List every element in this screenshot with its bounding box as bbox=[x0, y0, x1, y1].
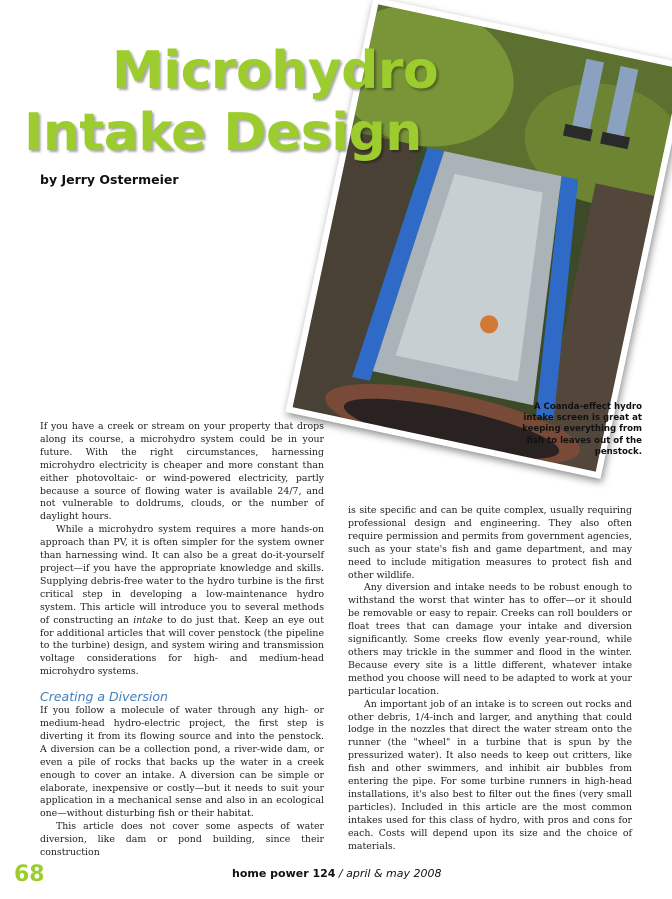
byline: by Jerry Ostermeier bbox=[40, 172, 179, 187]
body-column-right bbox=[348, 505, 632, 853]
paragraph-intro: If you have a creek or stream on your property that drops along its course, a microhydro system could be in your future. With the right circumstances, harnessing microhydro electricity is cheaper and more constant than either photovoltaic- or wind-powered electricity, partly because a source of flowing water is available 24/7, and not vulnerable to doldrums, clouds, or the number of daylight hours. bbox=[40, 421, 324, 523]
paragraph-screening-text-a: An important job of an intake is to screen out rocks and other debris, bbox=[348, 698, 632, 723]
footer-separator: / bbox=[335, 867, 347, 880]
paragraph-permits: is site specific and can be quite complex, usually requiring professional design and engineering. They also often require permission and permits from government agencies, such as your state's fish and game department, and may need to include mitigation measures to protect fish and other wildlife. bbox=[348, 505, 632, 581]
paragraph-approach-text-b: to do just that. Keep an eye out for additional articles that will cover penstock (the pipeline to the turbine) design, and system wiring and transmission voltage considerations for high- and medium-head microhydro systems. bbox=[40, 614, 324, 678]
paragraph-diversion: If you follow a molecule of water through any high- or medium-head hydro-electric project, the first step is diverting it from its flowing source and into the penstock. A diversion can be a collection pond, a river-wide dam, or even a pile of rocks that backs up the water in a creek enough to cover an intake. A diversion can be simple or elaborate, inexpensive or costly—but it needs to suit your application in a mechanical sense and also in an ecological one—without disturbing fish or their habitat. bbox=[40, 705, 324, 820]
title-line-2: Intake Design bbox=[24, 103, 422, 163]
paragraph-screening-text-b: -inch and larger, and anything that could lodge in the nozzles that direct the water stream onto the runner (the "wheel" in a turbine that is spun by the pressurized water). It also needs to keep out critters, like fish and other swimmers, and inhibit air bubbles from entering the pipe. For some turbine runners in high-head installations, it's also best to filter out the fines (very small particles). Included in this article are the most common intakes used for this class of hydro, with pros and cons for each. Costs will depend upon its size and the choice of materials. bbox=[348, 711, 632, 852]
paragraph-approach bbox=[40, 524, 324, 679]
body-column-left bbox=[40, 421, 324, 860]
paragraph-robust: Any diversion and intake needs to be robust enough to withstand the worst that winter has to offer—or it should be removable or easy to repair. Creeks can roll boulders or float trees that can damage your intake and diversion significantly. Some creeks flow evenly year-round, while others may trickle in the summer and flood in the winter. Because every site is a little different, whatever intake method you choose will need to be adapted to work at your particular location. bbox=[348, 582, 632, 697]
page-number: 68 bbox=[14, 862, 45, 887]
magazine-name: home power 124 bbox=[232, 867, 336, 880]
photo-caption: A Coanda-effect hydro intake screen is great at keeping everything from fish to leaves out of the penstock. bbox=[522, 402, 642, 457]
paragraph-screening bbox=[348, 699, 632, 854]
paragraph-approach-text-a: While a microhydro system requires a more hands-on approach than PV, it is often simpler for the system owner than harnessing wind. It can also be a great do-it-yourself project—if you have the appropriate knowledge and skills. Supplying debris-free water to the hydro turbine is the first critical step in developing a low-maintenance hydro system. This article will introduce you to several methods of constructing an bbox=[40, 524, 324, 626]
footer-masthead bbox=[232, 867, 442, 880]
article-title bbox=[24, 40, 438, 164]
intake-term: intake bbox=[133, 614, 163, 626]
paragraph-scope: This article does not cover some aspects of water diversion, like dam or pond building, since their construction bbox=[40, 821, 324, 859]
fraction-quarter-inch: 1/4 bbox=[414, 711, 430, 723]
issue-date: april & may 2008 bbox=[346, 867, 442, 880]
section-heading-diversion: Creating a Diversion bbox=[40, 689, 168, 705]
title-line-1: Microhydro bbox=[112, 41, 439, 101]
